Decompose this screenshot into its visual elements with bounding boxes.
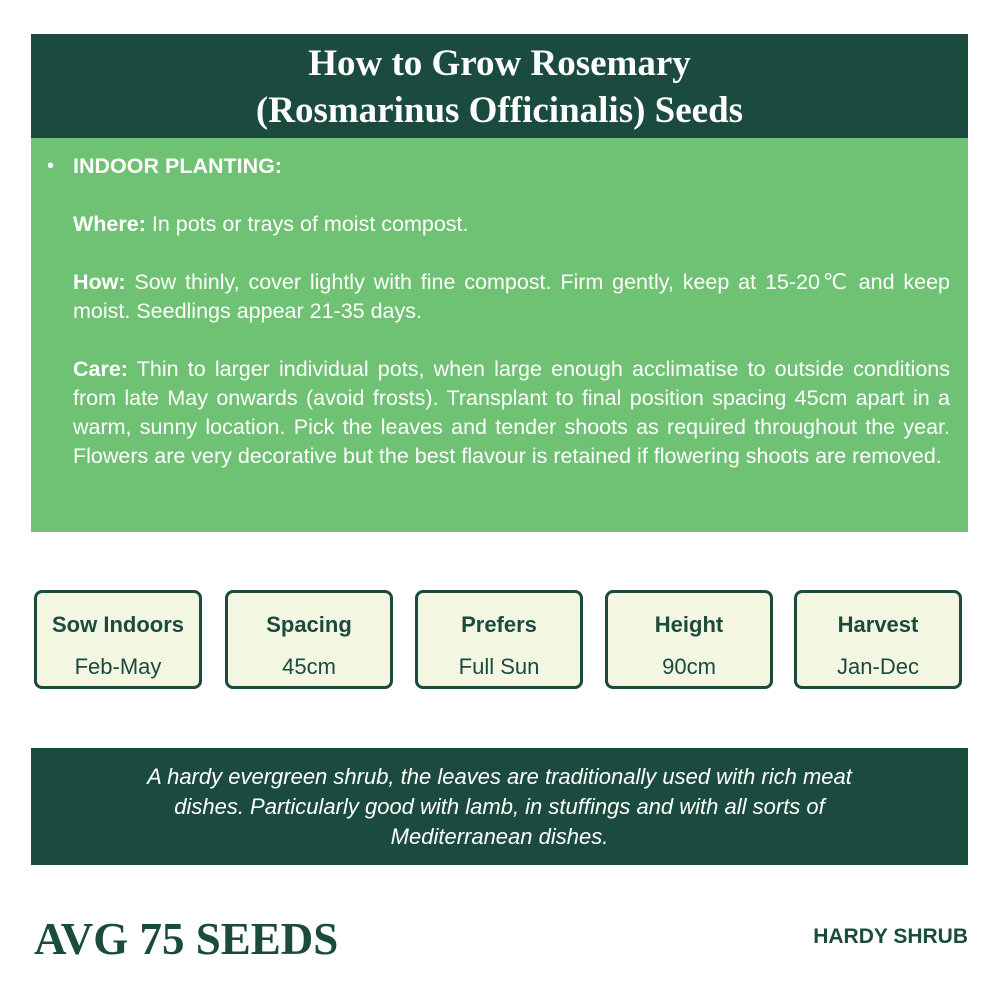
stat-sow-indoors <box>34 590 202 689</box>
care-label: Care: <box>73 357 128 381</box>
title-line-2: (Rosmarinus Officinalis) Seeds <box>255 90 744 131</box>
stat-prefers <box>415 590 583 689</box>
stat-spacing <box>225 590 393 689</box>
growing-stats <box>34 590 968 693</box>
stat-height <box>605 590 773 689</box>
care-text: Thin to larger individual pots, when large enough acclimatise to outside conditions from late May onwards (avoid frosts). Transplant to final position spacing 45cm apart in a warm, sunny location. Pick the leaves and tender shoots as required throughout the year. Flowers are very decorative but the best flavour is retained if flowering shoots are removed. <box>73 357 950 468</box>
bullet-icon: • <box>47 155 55 177</box>
indoor-planting-heading: INDOOR PLANTING: <box>73 154 283 178</box>
stat-label: Spacing <box>266 612 352 637</box>
seed-count: AVG 75 SEEDS <box>34 914 339 964</box>
stat-label: Height <box>654 612 724 637</box>
where-paragraph <box>73 210 950 239</box>
how-paragraph <box>73 268 950 326</box>
how-label: How: <box>73 270 126 294</box>
stat-label: Prefers <box>461 612 537 637</box>
title-line-1: How to Grow Rosemary <box>308 43 691 84</box>
stat-harvest <box>794 590 962 689</box>
stat-value: Full Sun <box>458 654 540 679</box>
stat-label: Sow Indoors <box>52 612 184 637</box>
stat-value: Jan-Dec <box>837 654 919 679</box>
plant-type: HARDY SHRUB <box>813 925 968 948</box>
title-banner <box>31 34 968 138</box>
care-paragraph <box>73 355 950 471</box>
how-text: Sow thinly, cover lightly with fine compost. Firm gently, keep at 15-20℃ and keep moist. Seedlings appear 21-35 days. <box>73 270 950 323</box>
where-text: In pots or trays of moist compost. <box>145 212 469 236</box>
description-banner <box>31 748 968 865</box>
stat-value: 90cm <box>662 654 716 679</box>
stat-value: Feb-May <box>74 654 162 679</box>
indoor-planting-panel <box>31 138 968 532</box>
stat-label: Harvest <box>837 612 919 637</box>
where-label: Where: <box>73 212 146 236</box>
stat-value: 45cm <box>282 654 336 679</box>
description-line-1: A hardy evergreen shrub, the leaves are traditionally used with rich meat <box>147 764 852 789</box>
description-line-3: Mediterranean dishes. <box>390 824 609 849</box>
description-line-2: dishes. Particularly good with lamb, in stuffings and with all sorts of <box>174 794 825 819</box>
